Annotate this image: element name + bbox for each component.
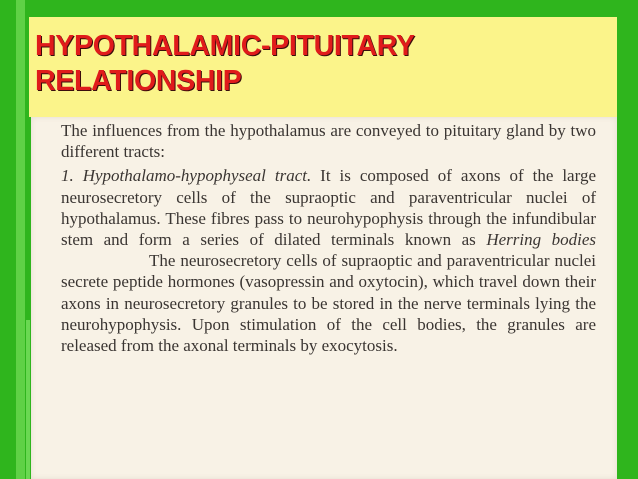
tract-text-b: The neurosecretory cells of supraoptic and paraventricular nuclei secrete peptide hormones (vasopressin and oxytocin), which travel down their axons in neurosecretory granules to be stored in the nerve terminals lying the neurohypophysis. Upon stimulation of the cell bodies, the granules are released from the axonal terminals by exocytosis. xyxy=(61,251,596,356)
left-accent-stripe xyxy=(16,0,25,479)
tract-text-a: It is composed of axons of the large neurosecretory cells of the supraoptic and paraventricular nuclei of hypothalamus. These fibres pass to neurohypophysis through the infundibular stem and form a series of dilated terminals known as xyxy=(61,166,596,250)
herring-bodies-term: Herring bodies xyxy=(486,230,596,250)
slide-title-line-1: HYPOTHALAMIC-PITUITARY xyxy=(35,30,415,62)
intro-paragraph: The influences from the hypothalamus are conveyed to pituitary gland by two different tracts: xyxy=(61,121,596,162)
tract-paragraph xyxy=(61,165,596,356)
tract-heading: 1. Hypothalamo-hypophyseal tract. xyxy=(61,166,312,186)
scanned-text xyxy=(61,120,596,356)
left-accent-stripe-lower xyxy=(26,320,30,479)
slide-title-line-2: RELATIONSHIP xyxy=(35,65,242,97)
slide-title xyxy=(35,29,605,99)
